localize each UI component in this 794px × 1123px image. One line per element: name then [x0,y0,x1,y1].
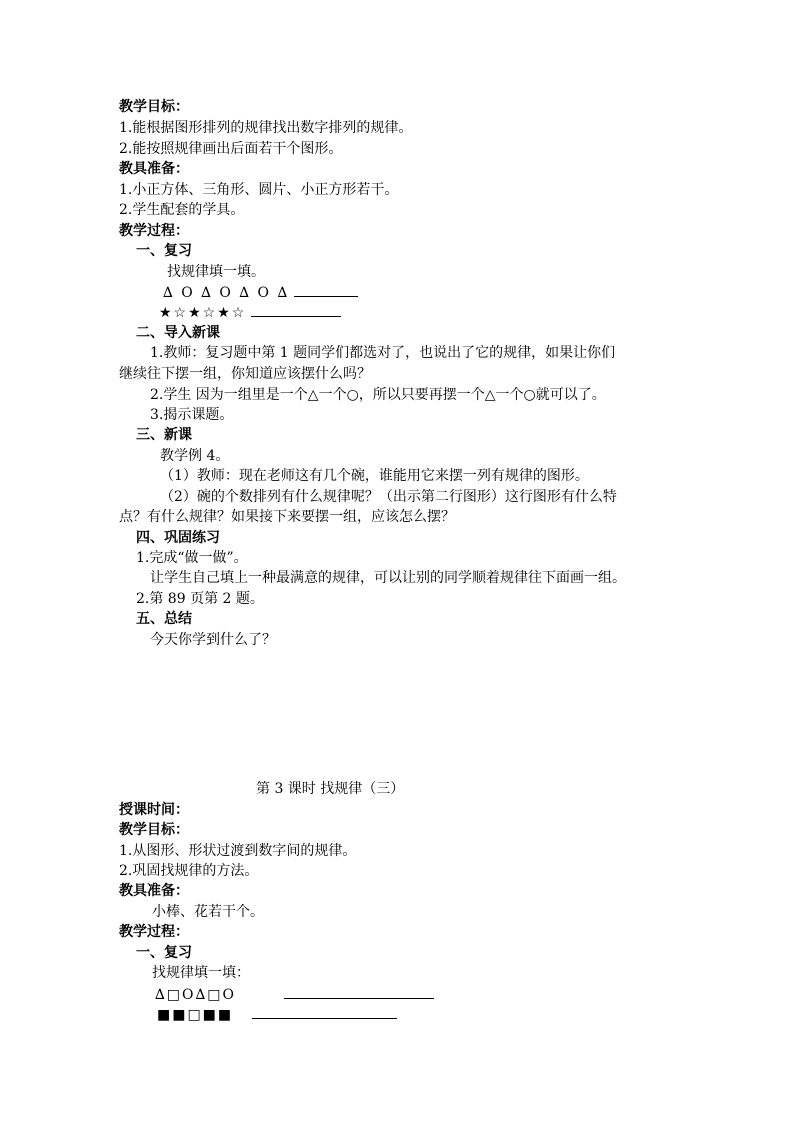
goals-heading-2: 教学目标： [119,822,189,838]
new-1: （1）教师：现在老师这有几个碗，谁能用它来摆一列有规律的图形。 [160,468,589,484]
answer-blank[interactable] [284,984,434,999]
summary-text: 今天你学到什么了？ [150,632,276,648]
pattern-row-1 [163,282,358,303]
answer-blank[interactable] [252,1004,397,1019]
review-heading-2: 一、复习 [136,945,192,961]
review-heading: 一、复习 [136,243,192,259]
practice-1: 1.完成“做一做”。 [136,550,248,566]
lesson-title: 第 3 课时 找规律（三） [256,781,405,797]
practice-1-detail: 让学生自己填上一种最满意的规律，可以让别的同学顺着规律往下面画一组。 [150,570,626,586]
process-heading-2: 教学过程： [119,924,189,940]
pattern-triangle-circle: ∆ O ∆ O ∆ O ∆ [163,285,290,301]
pattern-row-2 [159,302,341,323]
prep-text-2: 小棒、花若干个。 [152,904,264,920]
pattern-triangle-square-circle: ∆□O∆□O [155,987,236,1003]
new-2b: 点？有什么规律？如果接下来要摆一组，应该怎么摆？ [119,509,455,525]
intro-1a: 1.教师：复习题中第 1 题同学们都选对了，也说出了它的规律，如果让你们 [150,345,616,361]
answer-blank[interactable] [251,302,341,317]
answer-blank[interactable] [294,282,358,297]
intro-3: 3.揭示课题。 [150,407,234,423]
new-heading: 三、新课 [136,427,192,443]
time-heading: 授课时间： [119,802,189,818]
pattern-squares: ■■□■■ [157,1007,234,1023]
prep-2: 2.学生配套的学具。 [119,202,245,218]
intro-1b: 继续往下摆一组，你知道应该摆什么吗？ [119,366,371,382]
new-example: 教学例 4。 [160,448,230,464]
pattern-row-3 [155,984,434,1005]
goal-2: 2.能按照规律画出后面若干个图形。 [119,141,343,157]
intro-heading: 二、导入新课 [136,325,220,341]
review-task: 找规律填一填。 [167,264,265,280]
goal-1: 1.能根据图形排列的规律找出数字排列的规律。 [119,120,413,136]
goals-heading: 教学目标： [119,99,189,115]
prep-heading-2: 教具准备： [119,883,189,899]
goal-2-2: 2.巩固找规律的方法。 [119,863,259,879]
practice-2: 2.第 89 页第 2 题。 [136,591,264,607]
intro-2: 2.学生 因为一组里是一个△一个○，所以只要再摆一个△一个○就可以了。 [150,387,606,403]
summary-heading: 五、总结 [136,611,192,627]
review-task-2: 找规律填一填： [152,965,250,981]
prep-heading: 教具准备： [119,161,189,177]
pattern-stars: ★☆★☆★☆ [159,305,247,321]
new-2a: （2）碗的个数排列有什么规律呢？（出示第二行图形）这行图形有什么特 [160,489,617,505]
process-heading: 教学过程： [119,223,189,239]
practice-heading: 四、巩固练习 [136,530,220,546]
pattern-row-4 [157,1004,397,1025]
goal-2-1: 1.从图形、形状过渡到数字间的规律。 [119,843,357,859]
prep-1: 1.小正方体、三角形、圆片、小正方形若干。 [119,182,399,198]
